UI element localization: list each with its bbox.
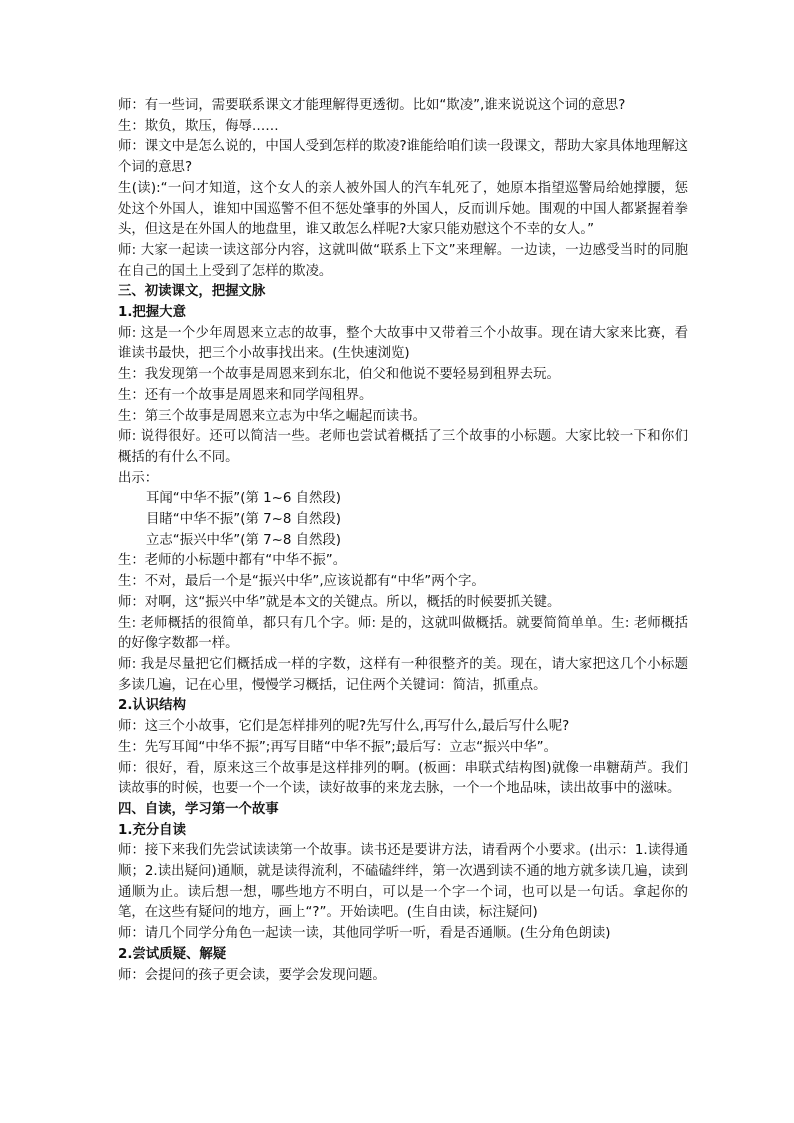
story-title: 立志“振兴中华”(第 7~8 自然段) bbox=[146, 532, 342, 548]
paragraph: 生：不对，最后一个是“振兴中华”,应该说都有“中华”两个字。 bbox=[118, 574, 485, 590]
subsection-heading: 2.尝试质疑、解疑 bbox=[118, 946, 227, 962]
paragraph: 师：有一些词，需要联系课文才能理解得更透彻。比如“欺凌”,谁来说说这个词的意思? bbox=[118, 98, 626, 113]
paragraph: 生：还有一个故事是周恩来和同学闯租界。 bbox=[118, 387, 373, 403]
document-page bbox=[118, 96, 688, 986]
show-label: 出示： bbox=[118, 470, 159, 486]
paragraph: 生：第三个故事是周恩来立志为中华之崛起而读书。 bbox=[118, 408, 426, 424]
paragraph: 师: 我是尽量把它们概括成一样的字数，这样有一种很整齐的美。现在，请大家把这几个小标题多读几遍，记在心里，慢慢学习概括，记住两个关键词：简洁，抓重点。 bbox=[118, 656, 688, 693]
subsection-heading: 2.认识结构 bbox=[118, 698, 186, 714]
paragraph: 师：请几个同学分角色一起读一读，其他同学听一听，看是否通顺。(生分角色朗读) bbox=[118, 926, 611, 942]
paragraph: 师：接下来我们先尝试读读第一个故事。读书还是要讲方法，请看两个小要求。(出示：1.读得通顺；2.读出疑问)通顺，就是读得流利，不磕磕绊绊，第一次遇到读不通的地方就多读几遍，读到通顺为止。读后想一想，哪些地方不明白，可以是一个字一个词，也可以是一句话。拿起你的笔，在这些有疑问的地方，画上“?”。开始读吧。(生自由读，标注疑问) bbox=[118, 843, 688, 921]
paragraph: 生：我发现第一个故事是周恩来到东北，伯父和他说不要轻易到租界去玩。 bbox=[118, 367, 560, 383]
paragraph: 生：先写耳闻“中华不振”;再写目睹“中华不振”;最后写：立志“振兴中华”。 bbox=[118, 739, 557, 755]
paragraph: 师：会提问的孩子更会读，要学会发现问题。 bbox=[118, 967, 386, 983]
paragraph: 师: 大家一起读一读这部分内容，这就叫做“联系上下文”来理解。一边读，一边感受当时的同胞在自己的国土上受到了怎样的欺凌。 bbox=[118, 242, 688, 279]
story-title: 目睹“中华不振”(第 7~8 自然段) bbox=[146, 512, 342, 528]
paragraph: 师：很好，看，原来这三个故事是这样排列的啊。(板画：串联式结构图)就像一串糖葫芦。我们读故事的时候，也要一个一个读，读好故事的来龙去脉，一个一个地品味，读出故事中的滋味。 bbox=[118, 760, 688, 797]
subsection-heading: 1.把握大意 bbox=[118, 305, 186, 321]
section-heading: 四、自读，学习第一个故事 bbox=[118, 801, 279, 817]
paragraph: 生(读):“一问才知道，这个女人的亲人被外国人的汽车轧死了，她原本指望巡警局给她撑腰，惩处这个外国人，谁知中国巡警不但不惩处肇事的外国人，反而训斥她。围观的中国人都紧握着拳头，但这是在外国人的地盘里，谁又敢怎么样呢?大家只能劝慰这个不幸的女人。” bbox=[118, 180, 688, 238]
paragraph: 师: 说得很好。还可以简洁一些。老师也尝试着概括了三个故事的小标题。大家比较一下和你们概括的有什么不同。 bbox=[118, 429, 688, 465]
story-title: 耳闻“中华不振”(第 1~6 自然段) bbox=[146, 491, 342, 507]
subsection-heading: 1.充分自读 bbox=[118, 822, 186, 838]
paragraph: 生：欺负，欺压，侮辱…… bbox=[118, 118, 279, 134]
paragraph: 生: 老师概括的很简单，都只有几个字。师: 是的，这就叫做概括。就要简简单单。生: 老师概括的好像字数都一样。 bbox=[118, 615, 688, 652]
paragraph: 师：这三个小故事，它们是怎样排列的呢?先写什么,再写什么,最后写什么呢? bbox=[118, 719, 570, 735]
paragraph: 师：课文中是怎么说的，中国人受到怎样的欺凌?谁能给咱们读一段课文，帮助大家具体地理解这个词的意思? bbox=[118, 139, 688, 176]
paragraph: 生：老师的小标题中都有“中华不振”。 bbox=[118, 553, 347, 569]
paragraph: 师：对啊，这“振兴中华”就是本文的关键点。所以，概括的时候要抓关键。 bbox=[118, 594, 561, 610]
paragraph: 师: 这是一个少年周恩来立志的故事，整个大故事中又带着三个小故事。现在请大家来比赛，看谁读书最快，把三个小故事找出来。(生快速浏览) bbox=[118, 325, 688, 362]
section-heading: 三、初读课文，把握文脉 bbox=[118, 284, 266, 300]
